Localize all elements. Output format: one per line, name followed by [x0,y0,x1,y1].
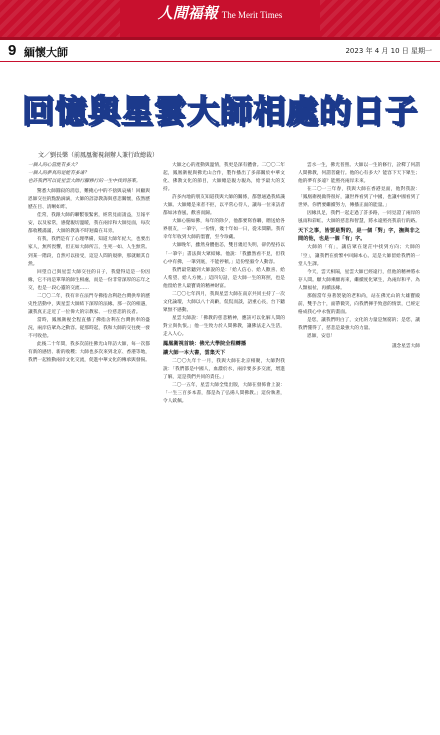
paragraph: 許多內地的朋友知道我與大師的關係，都想通過我結識大師。大師總是來者不拒，以平常心待人，讓每一位來訪者都如沐春風，歡喜而歸。 [163,195,285,217]
paragraph: 是您，讓我們明白了，文化的力量是無窮的；是您，讓我們懂得了，慈悲是最強大的力量。 [298,317,420,331]
paragraph: 今天，雲天相隔，星雲大師已經遠行，但他的精神將永存人間。願大師乘願再來，繼續度化眾生，為兩岸和平、為人類福祉，再續法緣。 [298,269,420,291]
paragraph: 當時，鳳凰衛視全程直播了佛指舍利在台灣供奉的盛況，兩岸信眾為之動容。從那時起，我和大師的交往便一發不可收拾。 [28,317,150,339]
masthead-name-cn: 人間福報 [157,4,218,22]
article-signature: 謹念星雲大師 [391,344,420,350]
paragraph: 二〇〇七年四月，我與星雲大師在南京共同主持了一次文化論壇，大師以八十高齡，侃侃而談，語重心長，台下聽眾無不感動。 [163,291,285,313]
article-column-3 [298,162,420,710]
masthead-bar [0,0,440,40]
masthead-logo [152,2,288,26]
paragraph: 大師心腸如佛，每年的除夕，他都要寫春聯，贈送給各界朋友，一筆字，一份情，幾十年如一日，從未間斷。我有幸年年收到大師的墨寶，至今珍藏。 [163,219,285,241]
masthead-pattern-right [320,0,440,40]
subheading: 天下之事，皆要是對的，是一個「對」字，撫與非之間的他，也是一個「有」字。 [298,228,420,243]
article-byline: 文／劉長樂（前鳳凰衛視創辦人兼行政總裁） [38,152,159,159]
paragraph: 星雲大師說：「佛教的慈悲精神，應該可以化解人間的對立與仇恨。」他一生致力於人間佛教，讓佛法走入生活，走入人心。 [163,315,285,337]
paragraph: 佳常，我跟大師的聯繫很緊密，經常見面請益，互報平安，以及家常，感覺親切溫暖，我在兩岸和大師見面，每次都收穫滿滿，大師的教誨不時迴蕩在耳旁。 [28,213,150,235]
page-footer [0,714,440,735]
page-header [0,40,440,62]
article-column-1 [28,162,150,710]
opening-poem [28,162,150,186]
paragraph: 在二〇一三年春，我與大師在香港見面，他對我說：「鳳凰衛視做得很好，讓世界看到了中國，也讓中國看到了世界。你們要繼續努力，傳播正面的能量。」 [298,187,420,209]
poem-line: 一個人的夢真的是能有多遠？ [28,171,89,177]
article-body [28,162,420,710]
masthead-name-en: The Merit Times [221,10,283,20]
paragraph: 此後二十年間，我多次前往佛光山拜訪大師，每一次都有新的感悟、新的收穫；大師也多次來到北京、香港等地，我們一起推動兩岸文化交流，促進中華文化的傳承與發揚。 [28,342,150,364]
section-name: 緬懷大師 [24,46,68,59]
paragraph: 有我，我們是有了心理準備，知道大師年紀大，也要出家人，無所畏懼，但正如大師所言，生死一如、人生無常。到某一階段，自然可以接受，這是人間的規律，那就順其自然。 [28,237,150,267]
paragraph: 那個當年身著袈裟的老和尚，站在佛光山的大雄寶殿前，雙手合十，面帶微笑，向我們揮手致意的情景，已經定格成我心中永恆的畫面。 [298,293,420,315]
paragraph: 我們最常聽到大師說的是：「給人信心、給人歡喜、給人希望、給人方便。」這四句話，是大師一生的寫照，也是他留給世人最寶貴的精神財富。 [163,267,285,289]
subheading: 鳳凰衛視首映：佛光大學院全程轉播 [163,341,247,348]
paragraph: 雲水一生，佛光普照。大師以一生的修行，詮釋了何謂人間佛教，何謂菩薩行。他的心有多大？能容下天下眾生；他的夢有多遠？能照亮兩岸未來。 [298,163,420,185]
poem-line: 也許我們可以從星雲大師行腳修行的一生中找到答案。 [28,179,141,185]
issue-date: 2023 年 4 月 10 日 星期一 [345,47,432,55]
paragraph: 驚悉大師圓寂的消息，難掩心中的不捨與哀痛！回顧與恩師交往的點點滴滴，大師的諄諄教誨與慈悲關懷，依然歷歷在目、清晰如昨。 [28,189,150,211]
paragraph: 恩師，安息！ [307,333,336,339]
paragraph: 回望自己與星雲大師交往的日子，我覺得這是一份因緣，它不再是單單的師生相處，而是一份非常深厚的忘年之交，也是一段心靈的交流…… [28,269,150,291]
paragraph: 二〇〇二年，我有幸在法門寺佛指舍利赴台灣供奉的歷史性活動中，與星雲大師結下深厚的法緣。那一次的相遇，讓我真正走近了一位偉大的宗教家、一位慈悲的長者。 [28,293,150,315]
paragraph: 因緣具足，我們一起走過了許多路，一同見證了兩岸的風雨和彩虹。大師的慈悲和智慧，將永遠照亮我前行的路。 [298,211,420,225]
paragraph: 二〇〇九年十一月，我與大師在北京相聚，大師對我說：「我們都是中國人，血濃於水，兩岸要多多交流，增進了解，這是我們共同的責任。」 [163,359,285,381]
paragraph: 大師之心的產動與溫情，我更是深有體會。二〇〇二年起，鳳凰衛視與佛光山合作，製作播出了多部關於中華文化、佛教文化的節目，大師總是親力親為，給予最大的支持。 [163,163,285,193]
article-title: 回憶與星雲大師相處的日子 [21,92,418,130]
poem-line: 一個人的心當能有多大？ [28,163,80,168]
article-column-2 [163,162,285,710]
masthead-pattern-left [0,0,120,40]
page-number: 9 [8,42,17,59]
paragraph: 大師的「有」，讓信眾在迷茫中找到方向；大師的「空」，讓我們在紛繁中回歸本心。這是大師留給我們的一堂人生課。 [298,245,420,267]
paragraph: 大師晚年，雖然身體抱恙，雙目幾近失明，卻仍堅持以「一筆字」書法與大眾結緣。他說：「我雖然看不見，但我心中有佛，一筆到底，不能停頓。」這份堅毅令人動容。 [163,243,285,265]
subheading: 讓大師一本大書，雲集天下 [163,350,226,357]
paragraph: 二〇一五年，星雲大師全集出版，大師在發佈會上說：「一生三百多本書，都是為了弘揚人間佛教。」這份執著，令人欽佩。 [163,383,285,405]
